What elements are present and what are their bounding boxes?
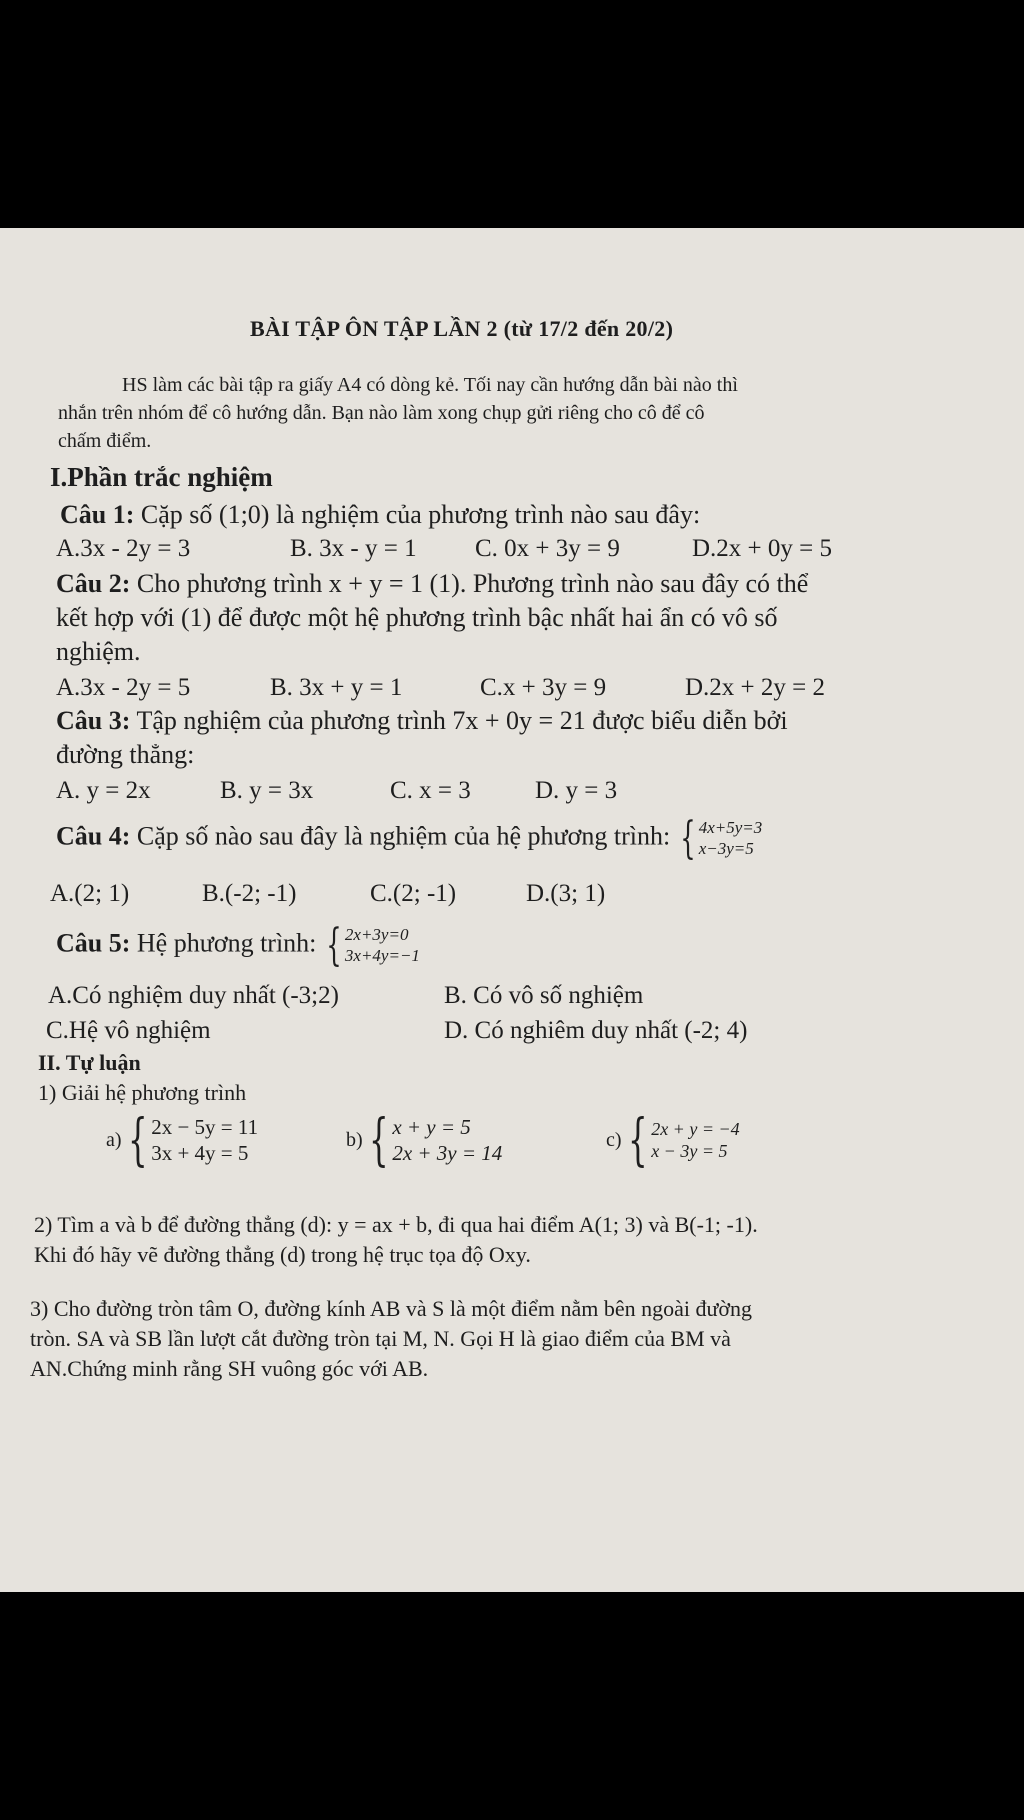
question-2-line-1: Cho phương trình x + y = 1 (1). Phương trình nào sau đây có thể xyxy=(136,569,809,598)
question-1-text: Cặp số (1;0) là nghiệm của phương trình nào sau đây: xyxy=(140,500,701,529)
problem-3-line-1: 3) Cho đường tròn tâm O, đường kính AB và S là một điểm nằm bên ngoài đường xyxy=(30,1296,753,1321)
problem-2-line-1: 2) Tìm a và b để đường thẳng (d): y = ax + b, đi qua hai điểm A(1; 3) và B(-1; -1). xyxy=(34,1212,758,1237)
problem-1-text: 1) Giải hệ phương trình xyxy=(38,1080,247,1105)
question-3-label: Câu 3: xyxy=(56,706,131,735)
question-5 xyxy=(56,920,420,971)
q4-option-c: C.(2; -1) xyxy=(370,880,457,907)
q3-option-c: C. x = 3 xyxy=(390,777,471,804)
p1c-equation-1: 2x + y = −4 xyxy=(651,1118,740,1139)
question-4-label: Câu 4: xyxy=(56,821,131,851)
question-5-system: { 2x+3y=0 3x+4y=−1 xyxy=(326,920,420,971)
p1c-equation-2: x − 3y = 5 xyxy=(651,1140,728,1161)
q4-option-d: D.(3; 1) xyxy=(526,880,606,907)
question-3-line-2: đường thẳng: xyxy=(56,740,195,769)
p1b-equation-2: 2x + 3y = 14 xyxy=(392,1140,503,1165)
problem-1b-label: b) xyxy=(346,1129,363,1151)
intro-line-3: chấm điểm. xyxy=(58,430,152,452)
q1-option-c: C. 0x + 3y = 9 xyxy=(475,535,620,562)
q2-option-d: D.2x + 2y = 2 xyxy=(685,674,826,701)
q5-option-a: A.Có nghiệm duy nhất (-3;2) xyxy=(48,982,339,1009)
problem-1c: c) { 2x + y = −4 x − 3y = 5 xyxy=(606,1108,740,1173)
worksheet-paper xyxy=(0,228,1024,1592)
question-2-label: Câu 2: xyxy=(56,569,131,598)
problem-3-line-3: AN.Chứng minh rằng SH vuông góc với AB. xyxy=(30,1356,429,1381)
question-2 xyxy=(56,569,808,599)
q1-option-b: B. 3x - y = 1 xyxy=(290,535,417,562)
problem-1a-label: a) xyxy=(106,1129,122,1151)
p1a-equation-2: 3x + 4y = 5 xyxy=(151,1140,249,1165)
question-1-label: Câu 1: xyxy=(60,500,135,529)
question-5-label: Câu 5: xyxy=(56,928,131,958)
question-2-line-3: nghiệm. xyxy=(56,637,141,666)
problem-2-line-2: Khi đó hãy vẽ đường thẳng (d) trong hệ trục tọa độ Oxy. xyxy=(34,1242,531,1267)
question-4-system: { 4x+5y=3 x−3y=5 xyxy=(679,813,763,864)
q5-equation-1: 2x+3y=0 xyxy=(344,924,409,944)
intro-line-2: nhắn trên nhóm để cô hướng dẫn. Bạn nào làm xong chụp gửi riêng cho cô để cô xyxy=(58,402,705,424)
question-2-line-2: kết hợp với (1) để được một hệ phương trình bậc nhất hai ẩn có vô số xyxy=(56,603,778,632)
question-1 xyxy=(60,500,700,530)
q1-option-a: A.3x - 2y = 3 xyxy=(56,535,191,562)
q4-equation-2: x−3y=5 xyxy=(698,838,754,858)
q5-option-c: C.Hệ vô nghiệm xyxy=(46,1017,211,1044)
q5-option-d: D. Có nghiêm duy nhất (-2; 4) xyxy=(444,1017,748,1044)
q2-option-c: C.x + 3y = 9 xyxy=(480,674,607,701)
intro-line-1: HS làm các bài tập ra giấy A4 có dòng kẻ. Tối nay cần hướng dẫn bài nào thì xyxy=(122,374,738,396)
q3-option-d: D. y = 3 xyxy=(535,777,618,804)
question-3-line-1: Tập nghiệm của phương trình 7x + 0y = 21 được biểu diễn bởi xyxy=(136,706,788,735)
p1a-equation-1: 2x − 5y = 11 xyxy=(151,1114,259,1139)
p1b-equation-1: x + y = 5 xyxy=(392,1114,471,1139)
question-5-text: Hệ phương trình: xyxy=(136,928,317,958)
part2-heading: II. Tự luận xyxy=(38,1050,141,1075)
q5-equation-2: 3x+4y=−1 xyxy=(344,945,420,965)
q1-option-d: D.2x + 0y = 5 xyxy=(692,535,833,562)
problem-1c-label: c) xyxy=(606,1129,622,1151)
q5-option-b: B. Có vô số nghiệm xyxy=(444,982,644,1009)
problem-1b: b) { x + y = 5 2x + 3y = 14 xyxy=(346,1108,503,1173)
q3-option-b: B. y = 3x xyxy=(220,777,314,804)
page-title: BÀI TẬP ÔN TẬP LẦN 2 (từ 17/2 đến 20/2) xyxy=(250,316,674,341)
question-4-text: Cặp số nào sau đây là nghiệm của hệ phương trình: xyxy=(136,821,671,851)
problem-3-line-2: tròn. SA và SB lần lượt cắt đường tròn tại M, N. Gọi H là giao điểm của BM và xyxy=(30,1326,731,1351)
q2-option-a: A.3x - 2y = 5 xyxy=(56,674,191,701)
q4-option-b: B.(-2; -1) xyxy=(202,880,297,907)
part1-heading: I.Phần trắc nghiệm xyxy=(50,462,273,492)
question-3 xyxy=(56,706,788,736)
q3-option-a: A. y = 2x xyxy=(56,777,151,804)
question-4 xyxy=(56,813,762,864)
problem-1a: a) { 2x − 5y = 11 3x + 4y = 5 xyxy=(106,1108,259,1173)
q4-equation-1: 4x+5y=3 xyxy=(698,817,763,837)
q2-option-b: B. 3x + y = 1 xyxy=(270,674,403,701)
q4-option-a: A.(2; 1) xyxy=(50,880,130,907)
